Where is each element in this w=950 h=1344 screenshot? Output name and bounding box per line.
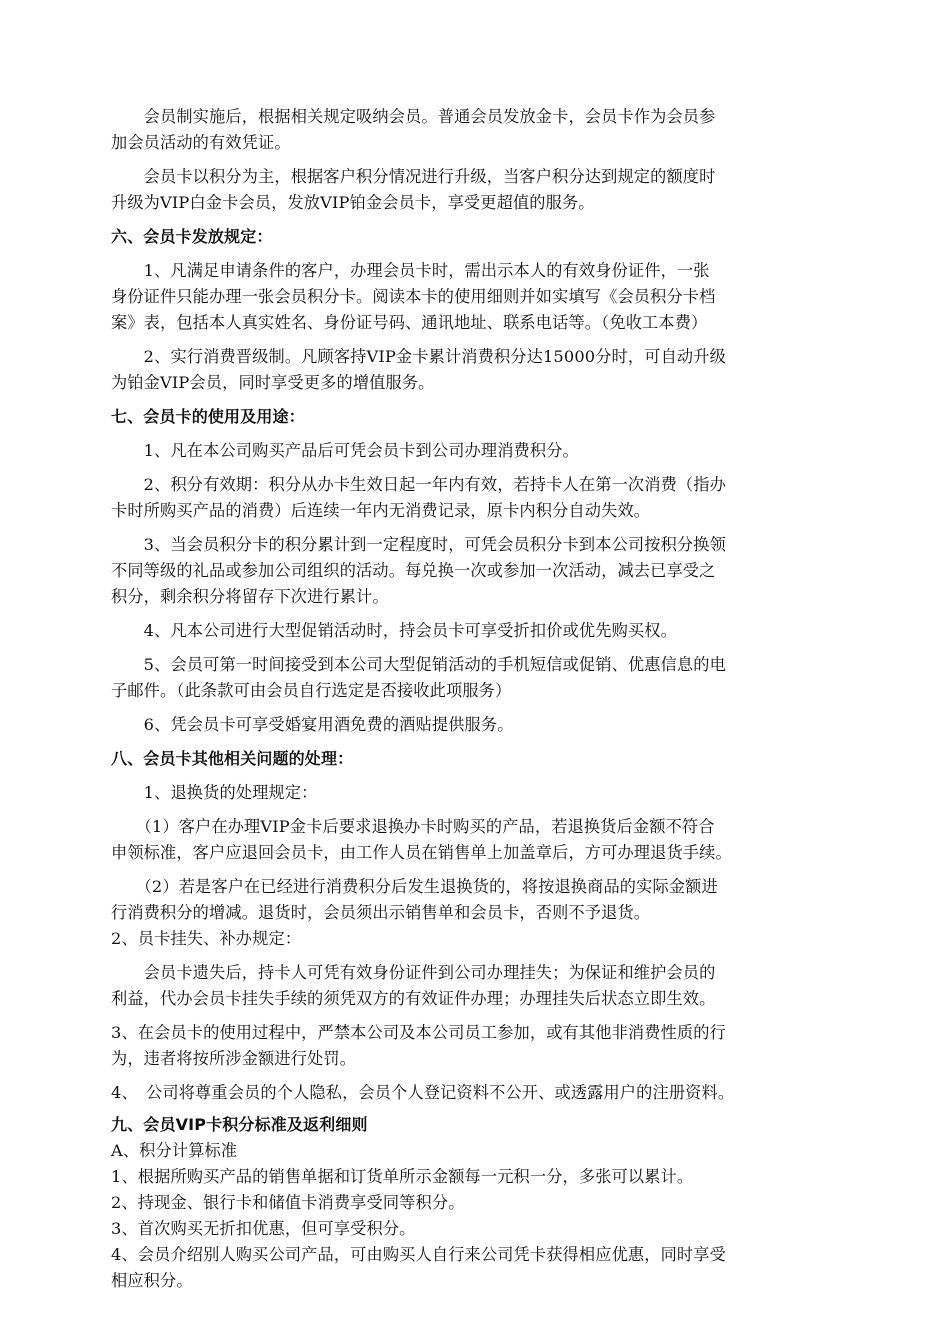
paragraph-line: 6、凭会员卡可享受婚宴用酒免费的酒贴提供服务。 bbox=[111, 715, 514, 734]
section-heading: 九、会员VIP卡积分标准及返利细则 bbox=[111, 1115, 368, 1134]
paragraph-line: 行消费积分的增减。退货时，会员须出示销售单和会员卡，否则不予退货。 bbox=[111, 903, 651, 922]
paragraph-line: 利益，代办会员卡挂失手续的须凭双方的有效证件办理；办理挂失后状态立即生效。 bbox=[111, 989, 716, 1008]
paragraph-line: 2、实行消费晋级制。凡顾客持VIP金卡累计消费积分达15000分时，可自动升级 bbox=[111, 347, 726, 366]
paragraph-line: 升级为VIP白金卡会员，发放VIP铂金会员卡，享受更超值的服务。 bbox=[111, 193, 595, 212]
paragraph-line: 5、会员可第一时间接受到本公司大型促销活动的手机短信或促销、优惠信息的电 bbox=[111, 655, 726, 674]
paragraph-line: 3、首次购买无折扣优惠，但可享受积分。 bbox=[111, 1219, 416, 1238]
paragraph-line: 1、退换货的处理规定： bbox=[111, 783, 318, 802]
paragraph-line: 积分，剩余积分将留存下次进行累计。 bbox=[111, 587, 389, 606]
paragraph-line: 加会员活动的有效凭证。 bbox=[111, 133, 291, 152]
paragraph-line: 申领标准，客户应退回会员卡，由工作人员在销售单上加盖章后，方可办理退货手续。 bbox=[111, 843, 732, 862]
paragraph-line: 身份证件只能办理一张会员积分卡。阅读本卡的使用细则并如实填写《会员积分卡档 bbox=[111, 287, 716, 306]
paragraph-line: 为铂金VIP会员，同时享受更多的增值服务。 bbox=[111, 373, 435, 392]
section-heading: 六、会员卡发放规定： bbox=[111, 227, 273, 246]
paragraph-line: 4、会员介绍别人购买公司产品，可由购买人自行来公司凭卡获得相应优惠，同时享受 bbox=[111, 1245, 726, 1264]
paragraph-line: 1、凡满足申请条件的客户，办理会员卡时，需出示本人的有效身份证件，一张 bbox=[111, 261, 710, 280]
paragraph-line: 3、在会员卡的使用过程中，严禁本公司及本公司员工参加，或有其他非消费性质的行 bbox=[111, 1023, 726, 1042]
paragraph-line: 会员卡遗失后，持卡人可凭有效身份证件到公司办理挂失；为保证和维护会员的 bbox=[111, 963, 716, 982]
paragraph-line: 2、持现金、银行卡和储值卡消费享受同等积分。 bbox=[111, 1193, 465, 1212]
paragraph-line: （1）客户在办理VIP金卡后要求退换办卡时购买的产品，若退换货后金额不符合 bbox=[111, 817, 715, 836]
paragraph-line: 2、员卡挂失、补办规定： bbox=[111, 929, 302, 948]
paragraph-line: （2）若是客户在已经进行消费积分后发生退换货的，将按退换商品的实际金额进 bbox=[111, 877, 718, 896]
paragraph-line: 不同等级的礼品或参加公司组织的活动。每兑换一次或参加一次活动，减去已享受之 bbox=[111, 561, 716, 580]
paragraph-line: 相应积分。 bbox=[111, 1271, 193, 1290]
paragraph-line: 1、根据所购买产品的销售单据和订货单所示金额每一元积一分，多张可以累计。 bbox=[111, 1167, 694, 1186]
paragraph-line: 4、凡本公司进行大型促销活动时，持会员卡可享受折扣价或优先购买权。 bbox=[111, 621, 677, 640]
paragraph-line: 会员制实施后，根据相关规定吸纳会员。普通会员发放金卡，会员卡作为会员参 bbox=[111, 107, 716, 126]
paragraph-line: 子邮件。（此条款可由会员自行选定是否接收此项服务） bbox=[111, 681, 512, 700]
paragraph-line: 为，违者将按所涉金额进行处罚。 bbox=[111, 1049, 357, 1068]
paragraph-line: A、积分计算标准 bbox=[111, 1141, 238, 1160]
paragraph-line: 卡时所购买产品的消费）后连续一年内无消费记录，原卡内积分自动失效。 bbox=[111, 501, 651, 520]
paragraph-line: 案》表，包括本人真实姓名、身份证号码、通讯地址、联系电话等。（免收工本费） bbox=[111, 313, 708, 332]
paragraph-line: 3、当会员积分卡的积分累计到一定程度时，可凭会员积分卡到本公司按积分换领 bbox=[111, 535, 726, 554]
paragraph-line: 2、积分有效期：积分从办卡生效日起一年内有效，若持卡人在第一次消费（指办 bbox=[111, 475, 726, 494]
section-heading: 八、会员卡其他相关问题的处理： bbox=[111, 749, 354, 768]
paragraph-line: 会员卡以积分为主，根据客户积分情况进行升级，当客户积分达到规定的额度时 bbox=[111, 167, 716, 186]
section-heading: 七、会员卡的使用及用途： bbox=[111, 407, 305, 426]
paragraph-line: 1、凡在本公司购买产品后可凭会员卡到公司办理消费积分。 bbox=[111, 441, 579, 460]
paragraph-line: 4、 公司将尊重会员的个人隐私，会员个人登记资料不公开、或透露用户的注册资料。 bbox=[111, 1083, 735, 1102]
